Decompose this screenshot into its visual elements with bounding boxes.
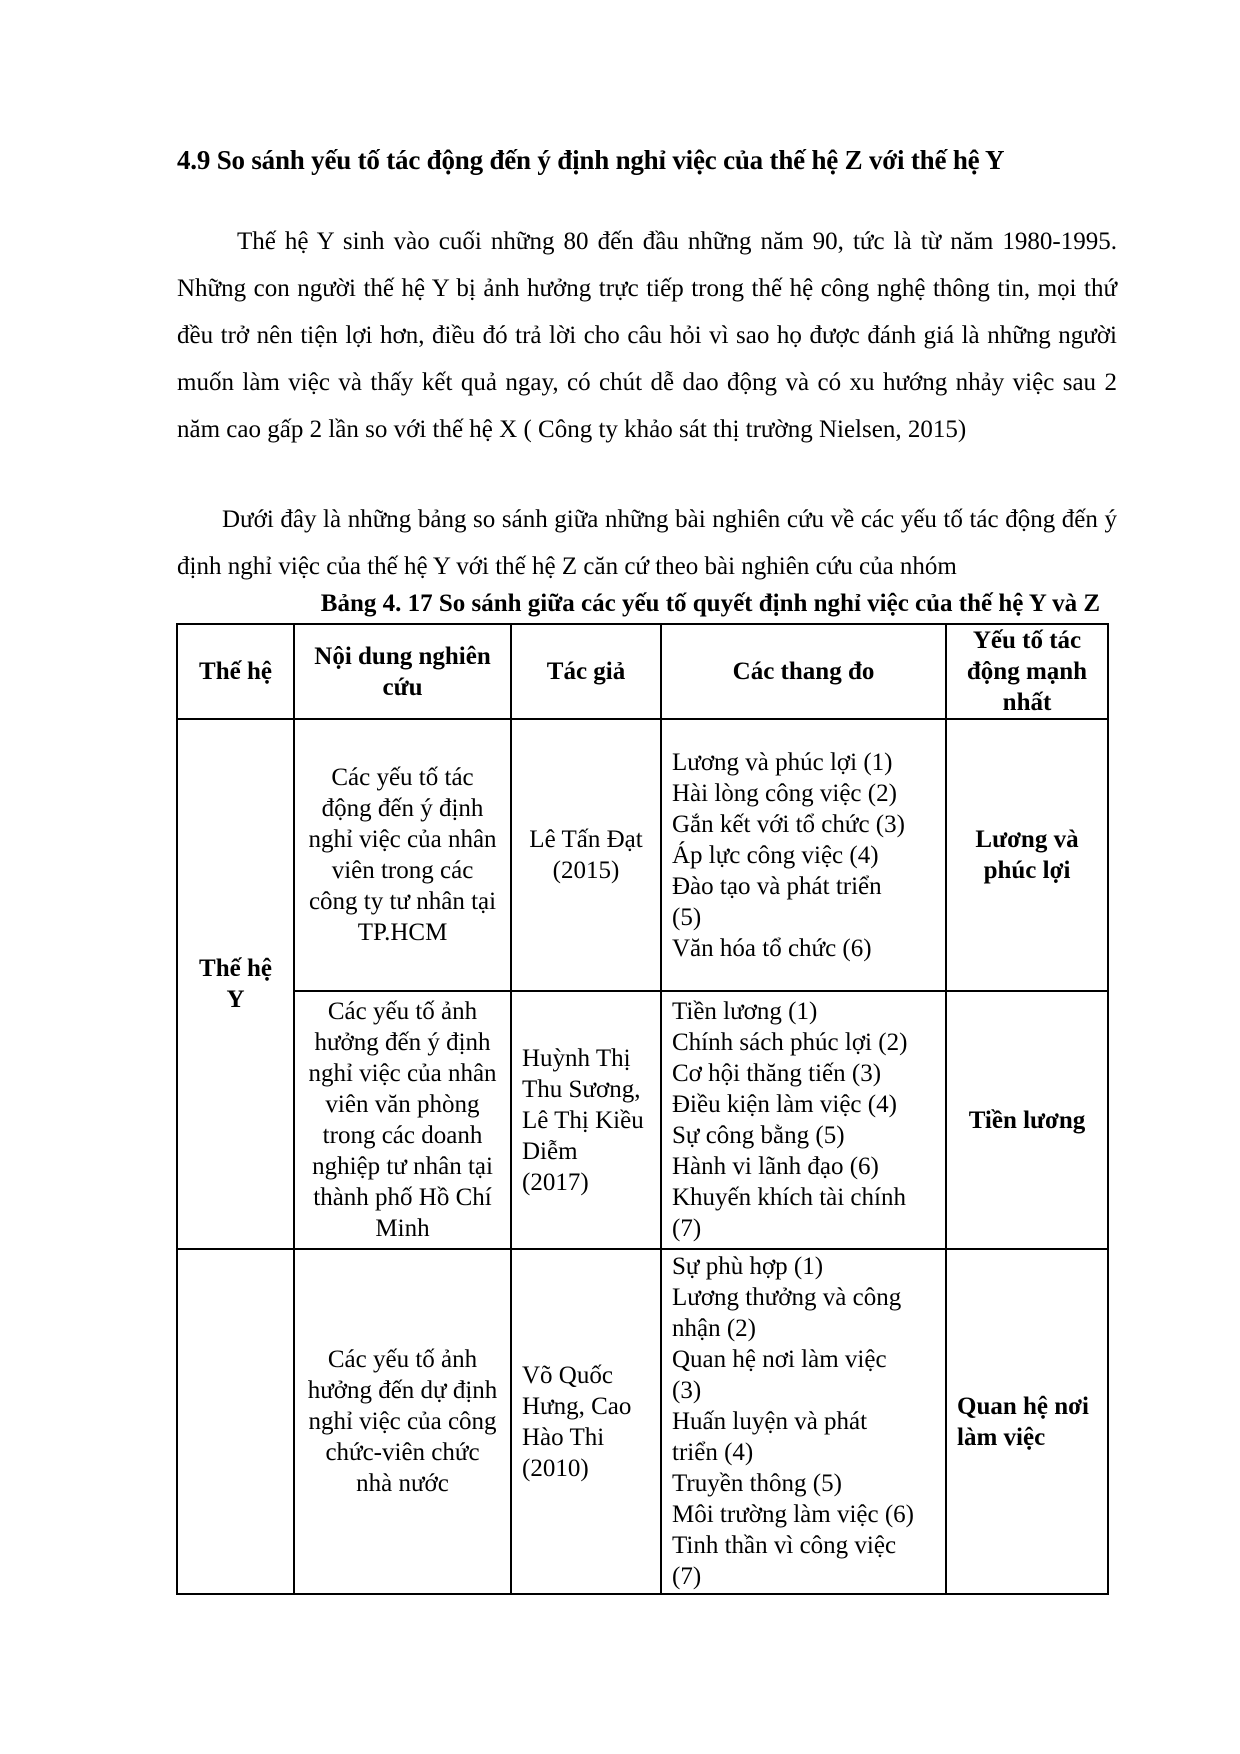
scales-cell bbox=[661, 1249, 946, 1594]
scale-item: Áp lực công việc (4) bbox=[672, 841, 879, 869]
content-cell: Các yếu tố tác động đến ý định nghỉ việc của nhân viên trong các công ty tư nhân tại TP.HCM bbox=[294, 719, 511, 991]
scale-item: Huấn luyện và phát triển (4) bbox=[672, 1408, 868, 1466]
table-header-row bbox=[177, 624, 1108, 719]
header-author: Tác giả bbox=[511, 624, 661, 719]
generation-cell-empty bbox=[177, 1249, 294, 1594]
scale-item: Đào tạo và phát triển (5) bbox=[672, 872, 882, 931]
scale-item: Truyền thông (5) bbox=[672, 1470, 842, 1497]
scale-item: Điều kiện làm việc (4) bbox=[672, 1091, 897, 1118]
table-row bbox=[177, 991, 1108, 1249]
scale-item: Sự công bằng (5) bbox=[672, 1122, 845, 1149]
scale-item: Cơ hội thăng tiến (3) bbox=[672, 1060, 882, 1087]
author-cell: Võ Quốc Hưng, Cao Hào Thi (2010) bbox=[511, 1249, 661, 1594]
comparison-table bbox=[176, 623, 1109, 1595]
scale-item: Tiền lương (1) bbox=[672, 998, 818, 1025]
scale-item: Hài lòng công việc (2) bbox=[672, 779, 897, 807]
header-content: Nội dung nghiên cứu bbox=[294, 624, 511, 719]
scale-item: Hành vi lãnh đạo (6) bbox=[672, 1153, 879, 1180]
table-row bbox=[177, 1249, 1108, 1594]
strongest-factor-cell: Tiền lương bbox=[946, 991, 1108, 1249]
content-cell: Các yếu tố ảnh hưởng đến dự định nghỉ việc của công chức-viên chức nhà nước bbox=[294, 1249, 511, 1594]
scale-item: Chính sách phúc lợi (2) bbox=[672, 1029, 908, 1056]
paragraph-generation-y: Thế hệ Y sinh vào cuối những 80 đến đầu những năm 90, tức là từ năm 1980-1995. Những con người thế hệ Y bị ảnh hưởng trực tiếp trong thế hệ công nghệ thông tin, mọi thứ đều trở nên tiện lợi hơn, điều đó trả lời cho câu hỏi vì sao họ được đánh giá là những người muốn làm việc và thấy kết quả ngay, có chút dễ dao động và có xu hướng nhảy việc sau 2 năm cao gấp 2 lần so với thế hệ X ( Công ty khảo sát thị trường Nielsen, 2015) bbox=[177, 228, 1117, 443]
scale-item: Môi trường làm việc (6) bbox=[672, 1501, 914, 1528]
generation-cell: Thế hệ Y bbox=[177, 719, 294, 1249]
content-cell: Các yếu tố ảnh hưởng đến ý định nghỉ việc của nhân viên văn phòng trong các doanh nghiệp tư nhân tại thành phố Hồ Chí Minh bbox=[294, 991, 511, 1249]
scale-item: Văn hóa tổ chức (6) bbox=[672, 934, 872, 962]
scales-cell bbox=[661, 719, 946, 991]
scale-item: Lương thưởng và công nhận (2) bbox=[672, 1284, 902, 1342]
strongest-factor-cell: Quan hệ nơi làm việc bbox=[946, 1249, 1108, 1594]
scale-item: Quan hệ nơi làm việc (3) bbox=[672, 1346, 887, 1404]
header-strongest: Yếu tố tác động mạnh nhất bbox=[946, 624, 1108, 719]
scale-item: Gắn kết với tổ chức (3) bbox=[672, 810, 905, 838]
author-cell: Huỳnh Thị Thu Sương, Lê Thị Kiều Diễm (2017) bbox=[511, 991, 661, 1249]
scale-item: Khuyến khích tài chính (7) bbox=[672, 1184, 906, 1242]
author-cell: Lê Tấn Đạt (2015) bbox=[511, 719, 661, 991]
header-scales: Các thang đo bbox=[661, 624, 946, 719]
strongest-factor-cell: Lương và phúc lợi bbox=[946, 719, 1108, 991]
paragraph-table-intro: Dưới đây là những bảng so sánh giữa những bài nghiên cứu về các yếu tố tác động đến ý định nghỉ việc của thế hệ Y với thế hệ Z căn cứ theo bài nghiên cứu của nhóm bbox=[177, 506, 1117, 580]
scale-item: Tinh thần vì công việc (7) bbox=[672, 1532, 897, 1590]
scales-cell bbox=[661, 991, 946, 1249]
scale-item: Lương và phúc lợi (1) bbox=[672, 748, 893, 776]
section-heading: 4.9 So sánh yếu tố tác động đến ý định nghỉ việc của thế hệ Z với thế hệ Y bbox=[177, 145, 1005, 175]
header-generation: Thế hệ bbox=[177, 624, 294, 719]
table-row bbox=[177, 719, 1108, 991]
scale-item: Sự phù hợp (1) bbox=[672, 1253, 824, 1280]
table-caption: Bảng 4. 17 So sánh giữa các yếu tố quyết định nghỉ việc của thế hệ Y và Z bbox=[320, 590, 1100, 617]
